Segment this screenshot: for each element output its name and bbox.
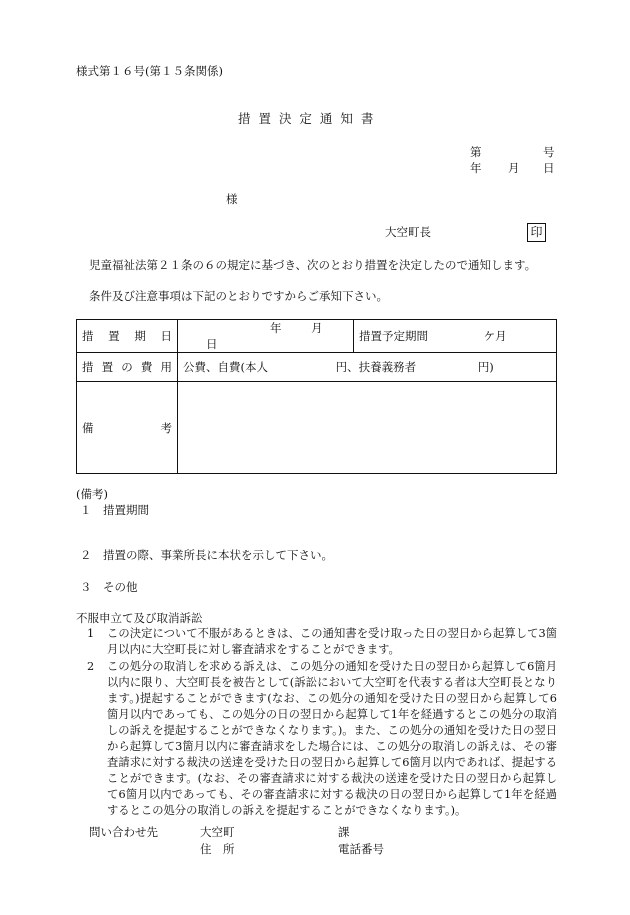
cost-value: 公費、自費(本人 円、扶養義務者 円) — [178, 353, 557, 382]
issuer-name: 大空町長 — [385, 225, 431, 239]
contact-phone-label: 電話番号 — [338, 842, 384, 856]
contact-section: 課 — [338, 825, 350, 839]
contact-town: 大空町 — [200, 825, 235, 839]
decision-table — [76, 319, 557, 474]
conditions-paragraph: 条件及び注意事項は下記のとおりですからご承知下さい。 — [89, 289, 388, 303]
seal-mark: 印 — [527, 223, 546, 242]
notice-paragraph: 児童福祉法第２１条の６の規定に基づき、次のとおり措置を決定したので通知します。 — [89, 258, 537, 272]
appeal-item-1: 1 この決定について不服があるときは、この通知書を受け取った日の翌日から起算して3箇月以内に大空町長に対し審査請求をすることができます。 — [87, 627, 557, 656]
date-day-label: 日 — [543, 161, 555, 175]
contact-label: 問い合わせ先 — [89, 825, 158, 839]
page-title: 措 置 決 定 通 知 書 — [238, 111, 376, 126]
remarks-item-2: ２ 措置の際、事業所長に本状を示して下さい。 — [80, 548, 333, 562]
recipient-honorific: 様 — [226, 192, 238, 206]
scheduled-period: 措置予定期間 ケ月 — [354, 320, 557, 353]
form-number: 様式第１６号(第１５条関係) — [76, 64, 223, 78]
date-month-label: 月 — [508, 161, 520, 175]
table-row-date — [77, 320, 557, 353]
label-remarks: 備 考 — [77, 382, 178, 474]
table-row-cost — [77, 353, 557, 382]
label-measure-cost: 措 置 の 費 用 — [77, 353, 178, 382]
remarks-item-1: １ 措置期間 — [80, 503, 149, 517]
measure-date-value: 年 月 日 — [178, 320, 354, 353]
document-number-go: 号 — [543, 145, 555, 159]
contact-address-label: 住 所 — [200, 842, 235, 856]
label-measure-date: 措 置 期 日 — [77, 320, 178, 353]
remarks-value — [178, 382, 557, 474]
appeal-heading: 不服申立て及び取消訴訟 — [76, 611, 203, 625]
table-row-remarks — [77, 382, 557, 474]
date-year-label: 年 — [470, 161, 482, 175]
remarks-heading: (備考) — [76, 487, 108, 501]
remarks-item-3: ３ その他 — [80, 580, 138, 594]
appeal-item-2: 2 この処分の取消しを求める訴えは、この処分の通知を受けた日の翌日から起算して6箇月以内に限り、大空町長を被告として(訴訟において大空町を代表する者は大空町長となります。)提起することができます(なお、この処分の通知を受けた日の翌日から起算して6箇月以内であっても、この処分の日の翌日から起算して1年を経過するとこの処分の取消しの訴えを提起することができなくなります。)。また、この処分の通知を受けた日の翌日から起算して3箇月以内に審査請求をした場合には、この処分の取消しの訴えは、その審査請求に対する裁決の送達を受けた日の翌日から起算して6箇月以内であれば、提起することができます。(なお、その審査請求に対する裁決の送達を受けた日の翌日から起算して6箇月以内であっても、その審査請求に対する裁決の日の翌日から起算して1年を経過するとこの処分の取消しの訴えを提起することができなくなります。)。 — [87, 660, 557, 817]
document-number-dai: 第 — [470, 145, 482, 159]
